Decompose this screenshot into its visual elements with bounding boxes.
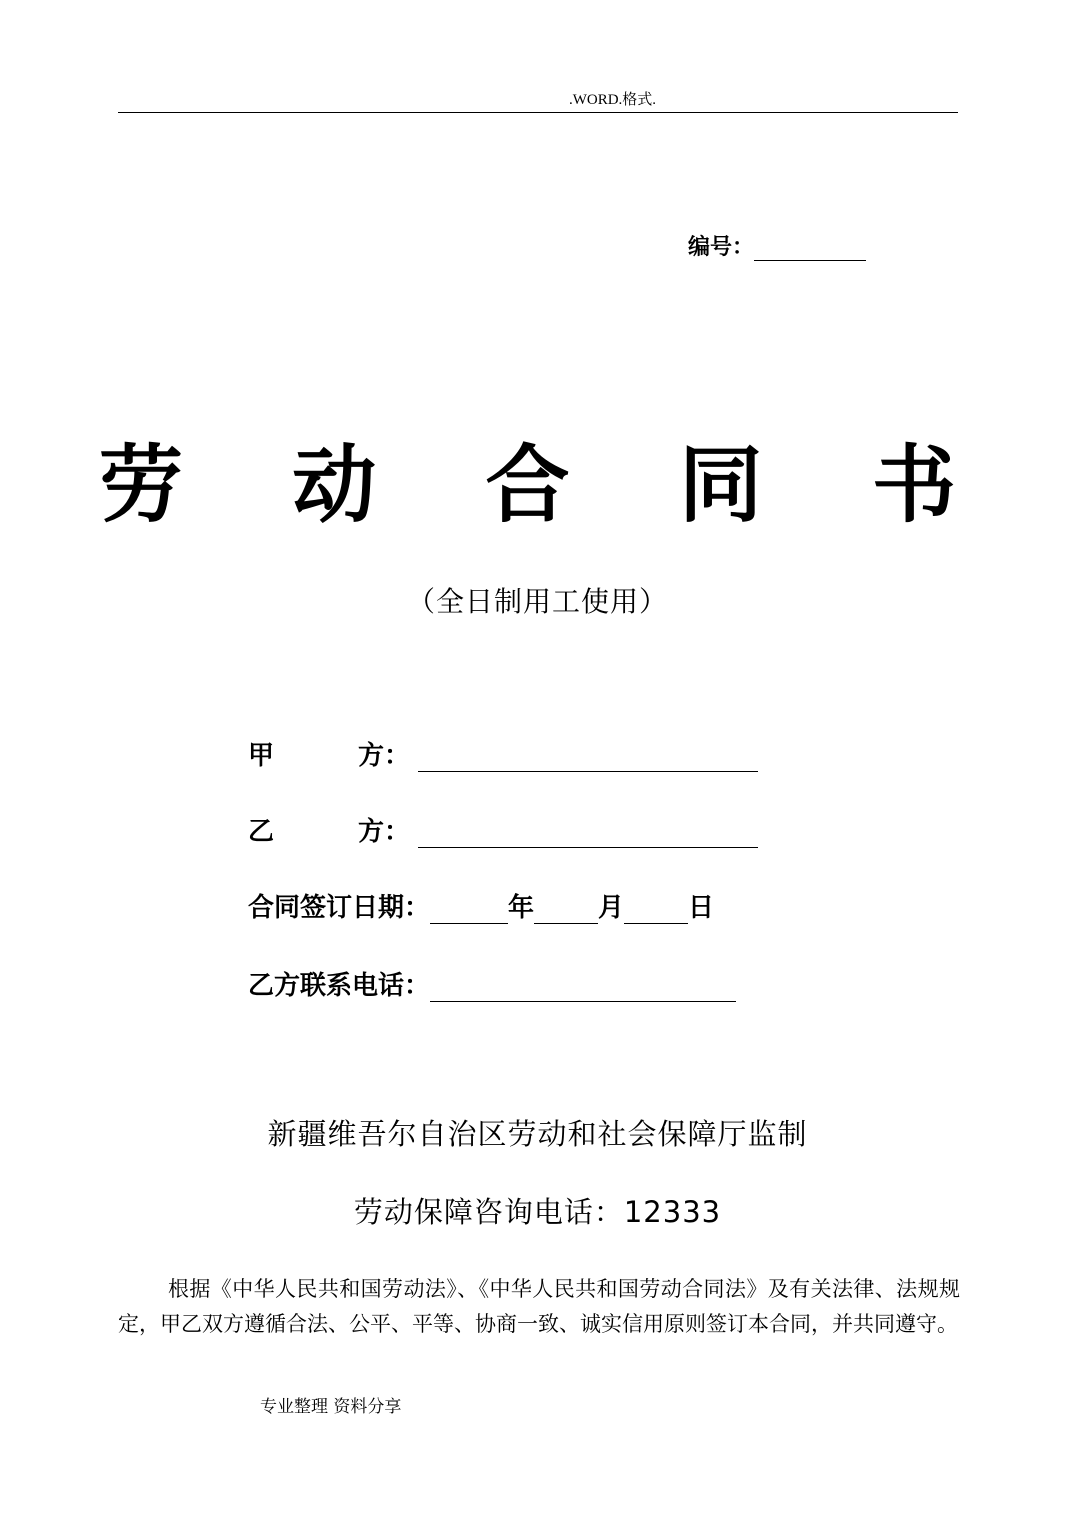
document-title: 劳 动 合 同 书 <box>99 436 996 534</box>
phone-blank[interactable] <box>430 971 736 1002</box>
party-b-label-suffix: 方： <box>358 817 411 847</box>
page-header: .WORD.格式. <box>568 92 657 108</box>
party-a-field <box>248 732 758 772</box>
contract-number <box>688 230 866 261</box>
sign-date-month-blank[interactable] <box>534 893 598 924</box>
document-subtitle: （全日制用工使用） <box>406 585 668 618</box>
page-footer: 专业整理 资料分享 <box>260 1397 402 1417</box>
phone-label: 乙方联系电话： <box>248 971 431 1001</box>
sign-date-year-blank[interactable] <box>430 893 508 924</box>
party-a-label-suffix: 方： <box>358 741 411 771</box>
issuing-authority: 新疆维吾尔自治区劳动和社会保障厅监制 <box>267 1117 808 1151</box>
party-b-label-char: 乙 <box>248 817 275 847</box>
intro-paragraph: 根据《中华人民共和国劳动法》、《中华人民共和国劳动合同法》及有关法律、法规规定，甲乙双方遵循合法、公平、平等、协商一致、诚实信用原则签订本合同，并共同遵守。 <box>118 1277 960 1336</box>
sign-date-year-label: 年 <box>508 893 535 923</box>
sign-date-month-label: 月 <box>598 893 625 923</box>
contract-number-blank[interactable] <box>754 236 866 261</box>
sign-date-label: 合同签订日期： <box>248 893 431 923</box>
party-b-field <box>248 808 758 848</box>
party-a-blank[interactable] <box>418 741 758 772</box>
consultation-hotline: 劳动保障咨询电话：12333 <box>353 1195 722 1229</box>
sign-date-field <box>248 884 714 924</box>
phone-field <box>248 962 736 1002</box>
sign-date-day-blank[interactable] <box>624 893 688 924</box>
party-a-label-char: 甲 <box>248 741 275 771</box>
header-rule <box>118 112 958 113</box>
party-b-blank[interactable] <box>418 817 758 848</box>
contract-number-label: 编号： <box>688 235 755 260</box>
sign-date-day-label: 日 <box>688 893 715 923</box>
